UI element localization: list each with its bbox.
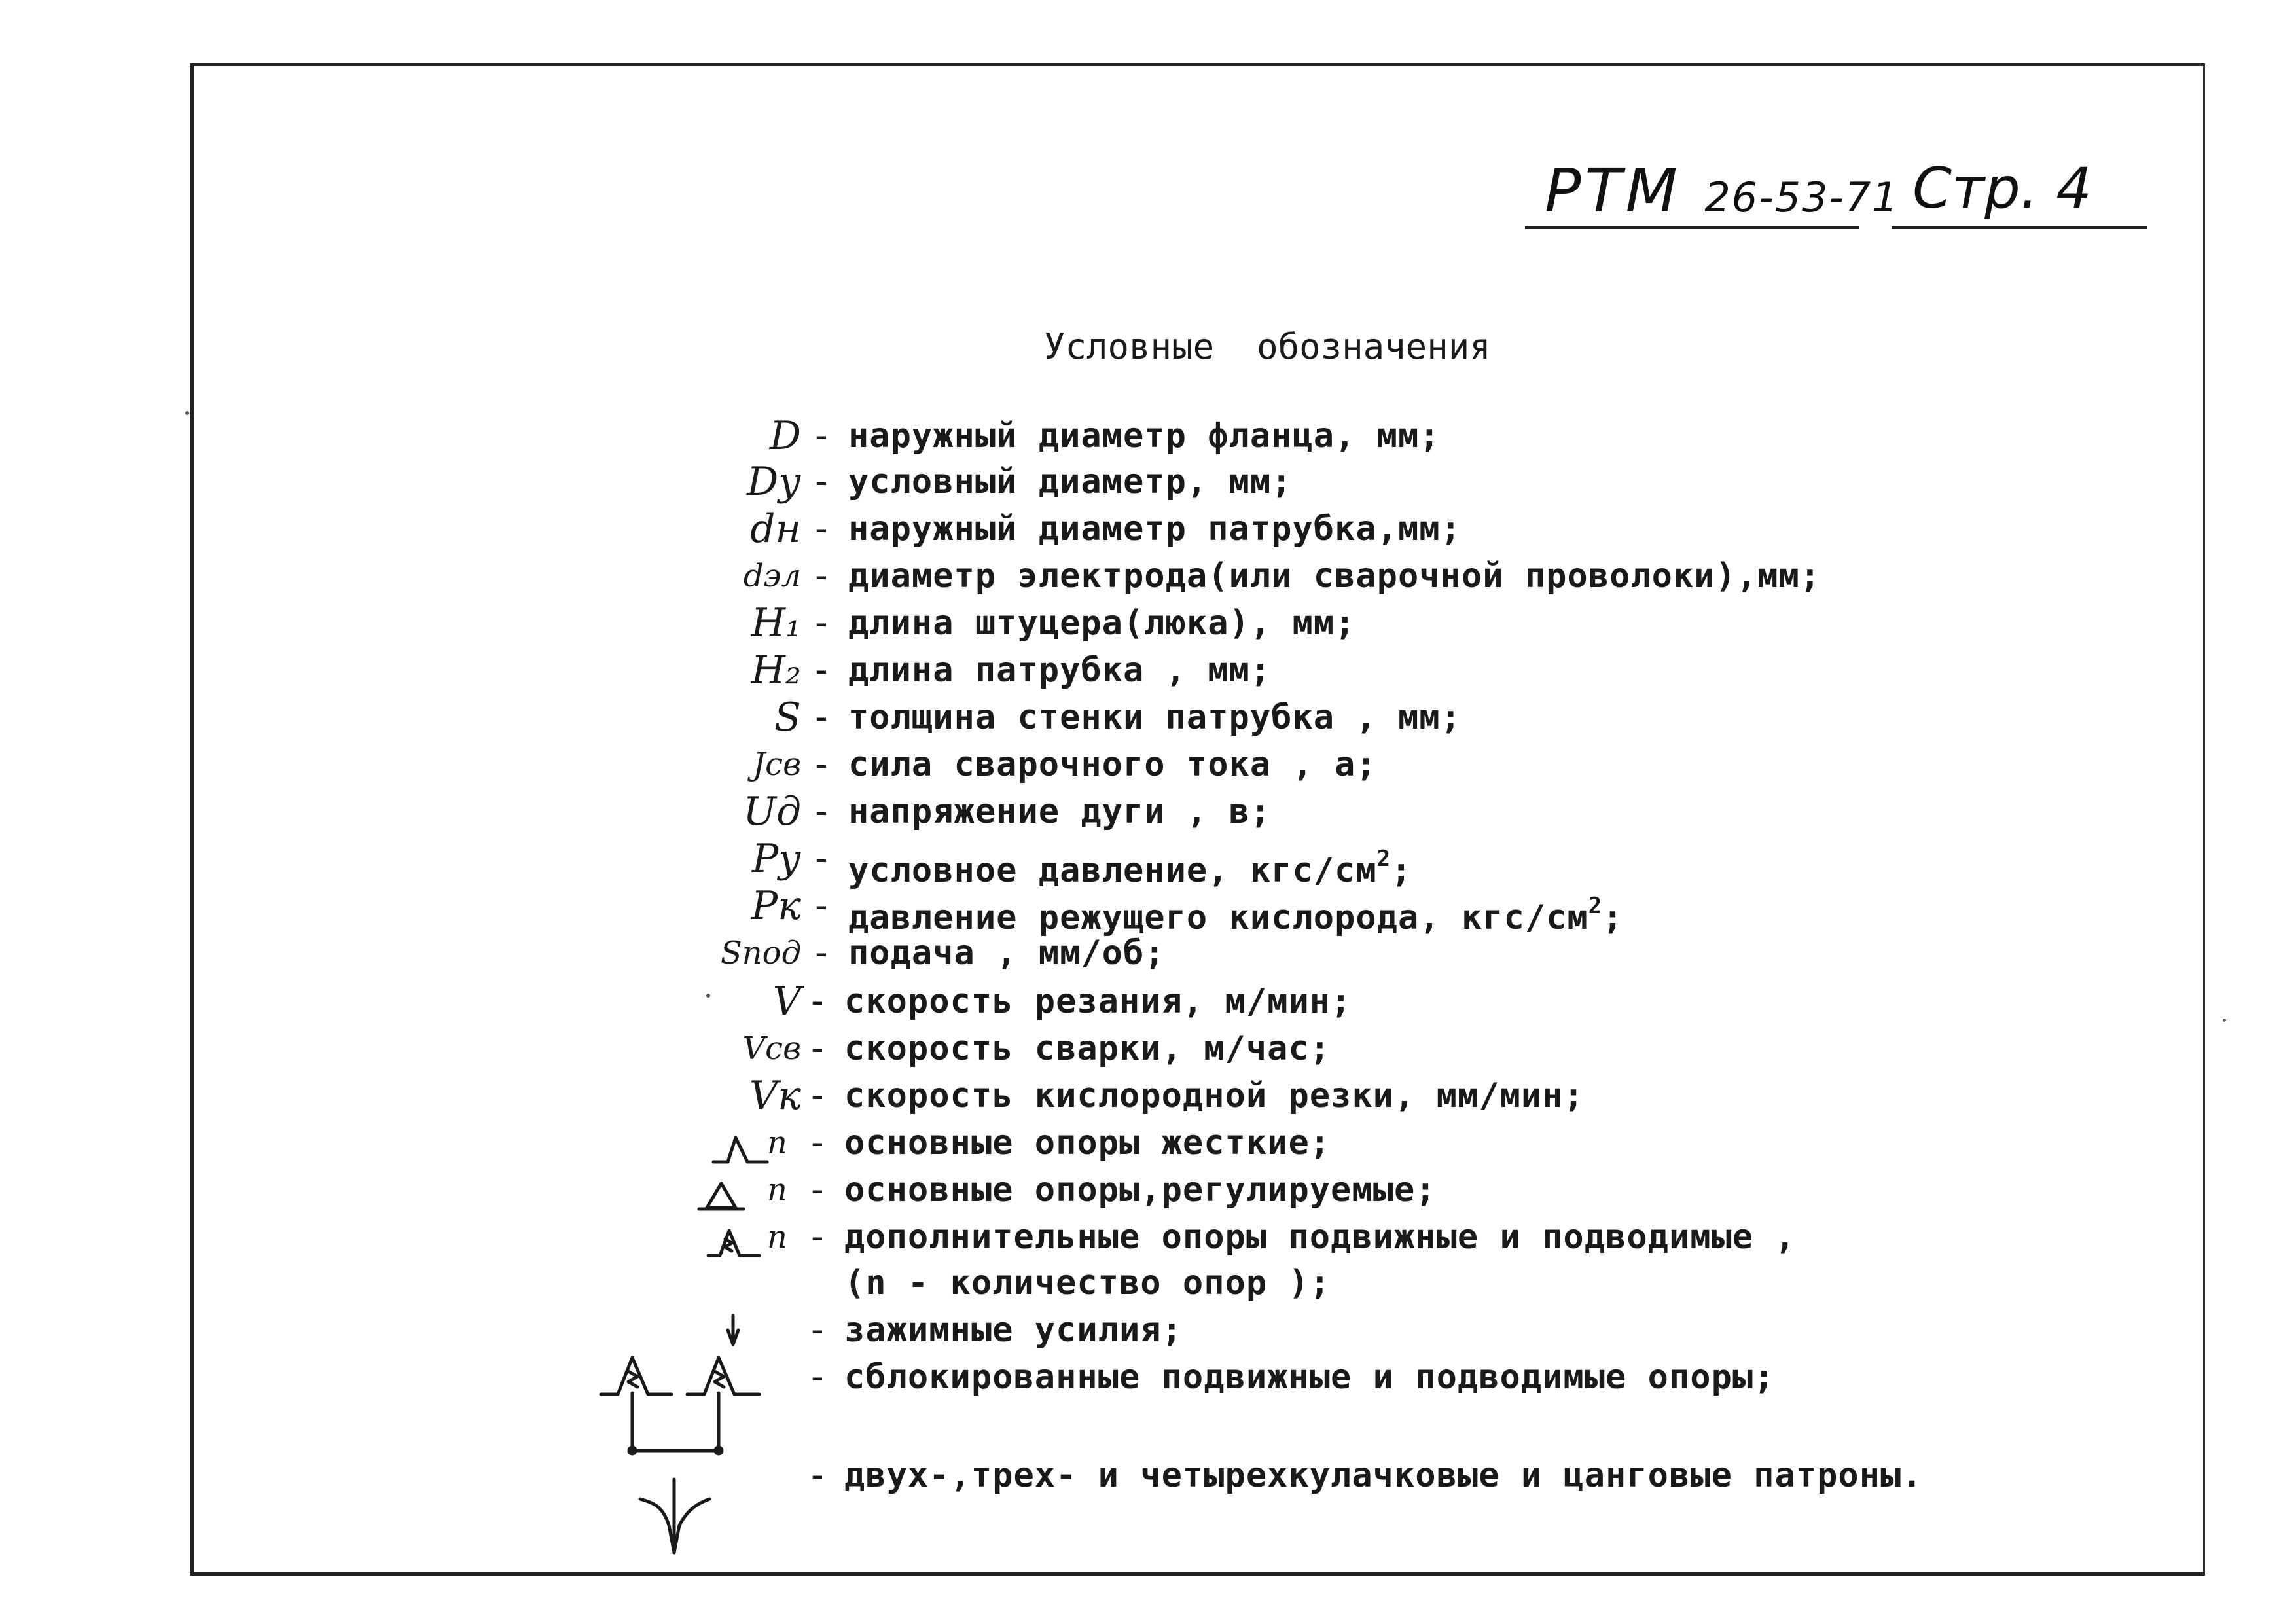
legend-description-text: условное давление, кгс/см (848, 851, 1377, 890)
legend-symbol: n (767, 1125, 787, 1161)
document-code-number: 26-53-71 (1704, 173, 1899, 221)
document-code-prefix: РТМ (1545, 156, 1682, 226)
legend-symbol: Vк (749, 1073, 801, 1119)
legend-row (0, 412, 2296, 460)
legend-description-text: зажимные усилия; (844, 1310, 1183, 1350)
legend-description (844, 1025, 1331, 1072)
legend-description (844, 1452, 1923, 1499)
legend-description-text: скорость резания, м/мин; (844, 982, 1352, 1021)
legend-description (848, 694, 1462, 741)
legend-row (0, 978, 2296, 1025)
legend-dash: - (806, 1121, 829, 1164)
legend-symbol: Pу (751, 836, 801, 882)
legend-description-text: длина патрубка , мм; (848, 651, 1272, 690)
legend-description-text: наружный диаметр фланца, мм; (848, 416, 1441, 456)
legend-description-text: (n - количество опор ); (844, 1263, 1331, 1303)
legend-row (0, 882, 2296, 937)
legend-description-text: сблокированные подвижные и подводимые опоры; (844, 1358, 1775, 1397)
legend-description-text: условный диаметр, мм; (848, 462, 1293, 501)
legend-description (844, 1072, 1585, 1119)
legend-description (844, 978, 1352, 1025)
legend-description (848, 647, 1271, 694)
legend-description (844, 1166, 1437, 1214)
legend-symbol: Vсв (742, 1030, 801, 1067)
legend-row (0, 1259, 2296, 1307)
legend-symbol: n (767, 1172, 787, 1208)
document-code (1545, 156, 1899, 226)
legend-symbol: H₁ (751, 600, 801, 646)
legend-description-text: основные опоры,регулируемые; (844, 1170, 1437, 1210)
legend-description-tail: ; (1391, 851, 1412, 890)
legend-dash: - (810, 696, 833, 738)
legend-description (848, 929, 1166, 977)
legend-row (0, 741, 2296, 788)
legend-description-text: толщина стенки патрубка , мм; (848, 698, 1462, 737)
header-underline (1525, 226, 1859, 229)
legend-symbol: dэл (743, 558, 801, 594)
legend-description-text: наружный диаметр патрубка,мм; (848, 509, 1462, 549)
legend-description-text: подача , мм/об; (848, 933, 1166, 973)
legend-description (844, 1214, 1796, 1261)
legend-row (0, 1025, 2296, 1072)
superscript: 2 (1588, 893, 1603, 919)
legend-row (0, 694, 2296, 741)
legend-description (848, 788, 1271, 835)
legend-dash: - (810, 554, 833, 597)
legend-dash: - (810, 837, 833, 880)
legend-dash: - (810, 743, 833, 785)
legend-dash: - (810, 931, 833, 974)
legend-description (844, 1307, 1183, 1354)
legend-description-tail: ; (1602, 898, 1624, 937)
legend-symbol: S (774, 695, 801, 740)
legend-symbol: H₂ (751, 647, 801, 693)
legend-dash: - (806, 1356, 829, 1398)
legend-description (848, 552, 1821, 600)
legend-symbol: V (772, 979, 801, 1024)
legend-row (0, 1214, 2296, 1261)
legend-dash: - (810, 884, 833, 927)
legend-symbol: D (769, 413, 801, 459)
legend-row (0, 835, 2296, 890)
legend-description-text: длина штуцера(люка), мм; (848, 604, 1356, 643)
legend-dash: - (810, 790, 833, 833)
legend-dash: - (806, 1027, 829, 1070)
legend-row (0, 929, 2296, 977)
legend-row (0, 647, 2296, 694)
legend-description (848, 600, 1355, 647)
legend-row (0, 1119, 2296, 1166)
legend-dash: - (806, 1168, 829, 1211)
legend-description (848, 505, 1462, 552)
legend-description-text: скорость кислородной резки, мм/мин; (844, 1076, 1585, 1115)
legend-description-text: скорость сварки, м/час; (844, 1029, 1331, 1068)
legend-description-text: дополнительные опоры подвижные и подводимые , (844, 1218, 1796, 1257)
legend-symbol: Sпод (720, 935, 801, 971)
legend-symbol: Uд (743, 789, 801, 835)
legend-row (0, 1307, 2296, 1354)
page-number: Стр. 4 (1912, 156, 2092, 221)
legend-description-text: двух-,трех- и четырехкулачковые и цанговые патроны. (844, 1456, 1923, 1495)
legend-symbol: Pк (751, 883, 801, 929)
legend-description-text: напряжение дуги , в; (848, 792, 1272, 831)
legend-row (0, 552, 2296, 600)
legend-description (848, 412, 1441, 460)
legend-row (0, 600, 2296, 647)
legend-row (0, 1354, 2296, 1401)
legend-dash: - (806, 1308, 829, 1351)
legend-description (844, 1259, 1331, 1307)
legend-row (0, 1166, 2296, 1214)
legend-description-text: сила сварочного тока , а; (848, 745, 1377, 784)
legend-dash: - (806, 1216, 829, 1258)
header-underline (1892, 226, 2147, 229)
legend-symbol: Jсв (752, 746, 801, 783)
legend-row (0, 505, 2296, 552)
legend-dash: - (810, 649, 833, 691)
legend-description (848, 741, 1377, 788)
legend-description (844, 1354, 1775, 1401)
legend-dash: - (810, 460, 833, 503)
legend-symbol: n (767, 1219, 787, 1255)
legend-dash: - (810, 507, 833, 550)
legend-symbol: dн (750, 506, 801, 552)
legend-description (848, 458, 1292, 505)
document-header (1525, 156, 2179, 234)
legend-description-text: диаметр электрода(или сварочной проволоки),мм; (848, 556, 1821, 596)
legend-dash: - (806, 980, 829, 1022)
legend-symbol: Dу (747, 459, 801, 505)
legend-description (844, 1119, 1331, 1166)
superscript: 2 (1376, 846, 1391, 872)
section-title: Условные обозначения (1044, 326, 1491, 367)
legend-dash: - (806, 1074, 829, 1117)
legend-row (0, 1072, 2296, 1119)
legend-dash: - (806, 1454, 829, 1496)
legend-row (0, 788, 2296, 835)
legend-dash: - (810, 414, 833, 457)
legend-row (0, 458, 2296, 505)
legend-description-text: давление режущего кислорода, кгс/см (848, 898, 1588, 937)
legend-dash: - (810, 602, 833, 644)
legend-description-text: основные опоры жесткие; (844, 1123, 1331, 1163)
legend-row (0, 1452, 2296, 1499)
